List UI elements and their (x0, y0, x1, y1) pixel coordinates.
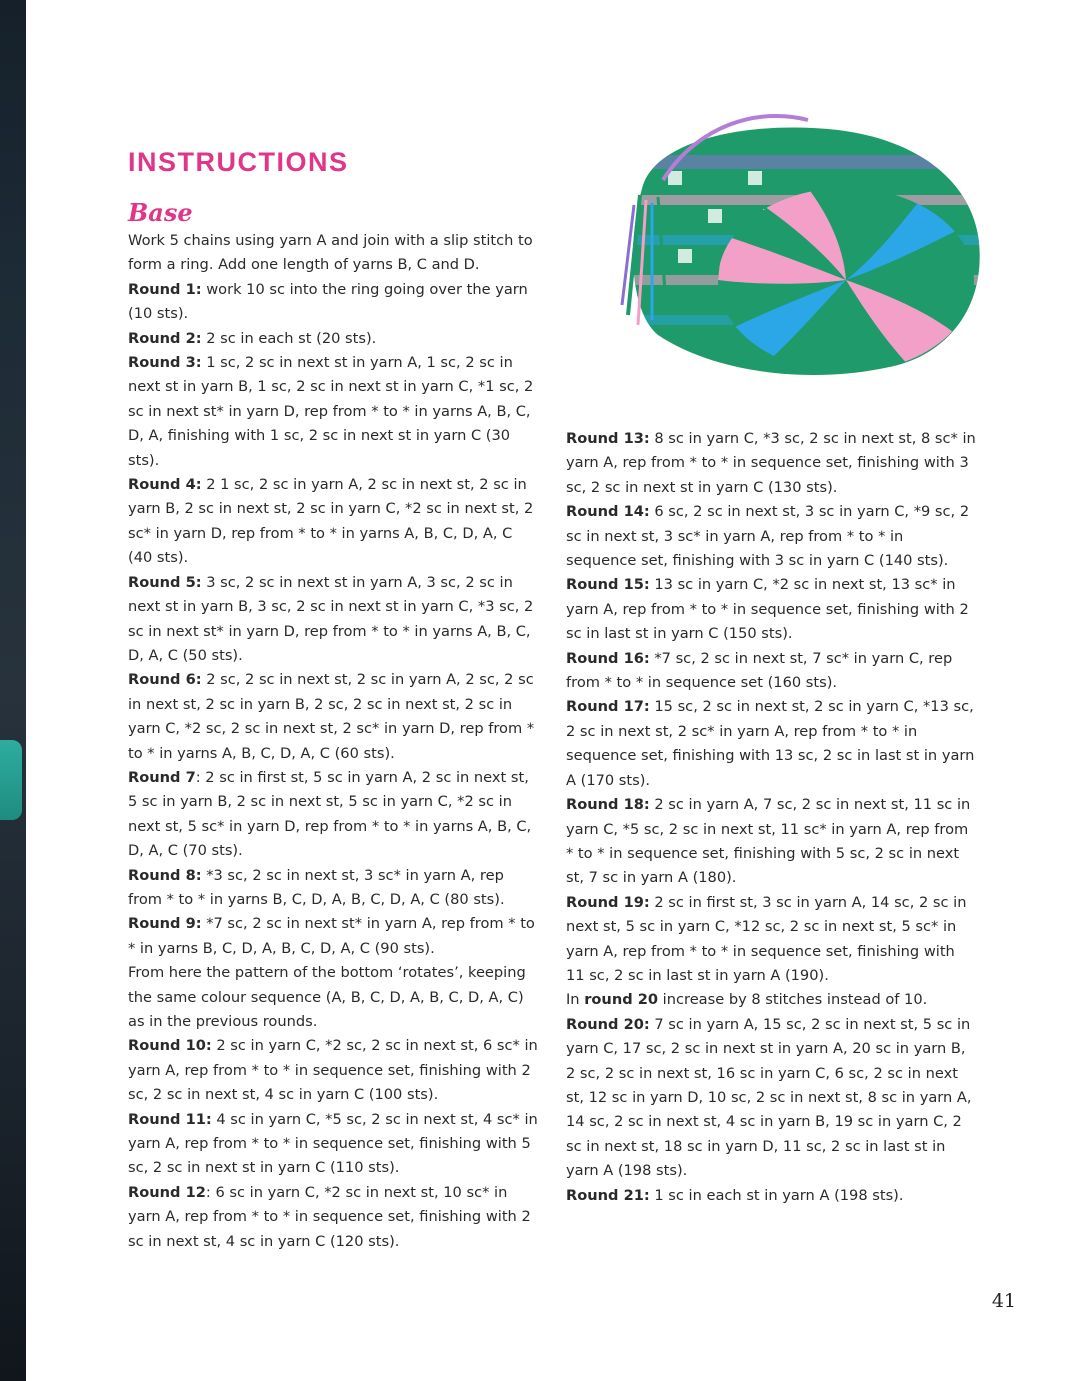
instruction-round (566, 891, 976, 989)
instruction-round (128, 327, 538, 351)
rounds-list-left (128, 278, 538, 1254)
round-text: 8 sc in yarn C, *3 sc, 2 sc in next st, 8 sc* in yarn A, rep from * to * in sequence set, finishing with 3 sc, 2 sc in next st in yarn C (130 sts). (566, 430, 976, 496)
round-text: *7 sc, 2 sc in next st, 7 sc* in yarn C, rep from * to * in sequence set (160 sts). (566, 649, 953, 692)
round-label: Round 9: (128, 915, 202, 933)
round-text: 2 sc, 2 sc in next st, 2 sc in yarn A, 2 sc, 2 sc in next st, 2 sc in yarn B, 2 sc, 2 sc in next st, 2 sc in yarn C, *2 sc, 2 sc in next st, 2 sc* in yarn D, rep from * to * in yarns A, B, C, D, A, C (60 sts). (128, 671, 535, 762)
round-label: Round 21: (566, 1186, 650, 1204)
instruction-round (566, 1184, 976, 1208)
round-label: Round 6: (128, 671, 202, 689)
round-text: 15 sc, 2 sc in next st, 2 sc in yarn C, *13 sc, 2 sc in next st, 2 sc* in yarn A, rep from * to * in sequence set, finishing with 13 sc, 2 sc in last st in yarn A (170 sts). (566, 698, 975, 789)
instruction-round (566, 695, 976, 793)
left-edge-photo-strip (0, 0, 26, 1381)
round-label: Round 1: (128, 280, 202, 298)
round-label: Round 19: (566, 893, 650, 911)
instruction-round (566, 1013, 976, 1184)
round-text: : 2 sc in first st, 5 sc in yarn A, 2 sc in next st, 5 sc in yarn B, 2 sc in next st, 5 sc in yarn C, *2 sc in next st, 5 sc* in yarn D, rep from * to * in yarns A, B, C, D, A, C (70 sts). (128, 768, 532, 860)
instruction-round (128, 351, 538, 473)
round-text: 13 sc in yarn C, *2 sc in next st, 13 sc* in yarn A, rep from * to * in sequence set, finishing with 2 sc in last st in yarn C (150 sts). (566, 576, 969, 643)
round-label: Round 12 (128, 1183, 206, 1201)
instruction-round (128, 912, 538, 961)
round-text: 7 sc in yarn A, 15 sc, 2 sc in next st, 5 sc in yarn C, 17 sc, 2 sc in next st in yarn A, 20 sc in yarn B, 2 sc, 2 sc in next st, 16 sc in yarn C, 6 sc, 2 sc in next st, 12 sc in yarn D, 10 sc, 2 sc in next st, 8 sc in yarn A, 14 sc, 2 sc in next st, 4 sc in yarn B, 19 sc in yarn C, 2 sc in next st, 18 sc in yarn D, 11 sc, 2 sc in last st in yarn A (198 sts). (566, 1015, 972, 1180)
round-text: 2 sc in yarn C, *2 sc, 2 sc in next st, 6 sc* in yarn A, rep from * to * in sequence set, finishing with 2 sc, 2 sc in next st, 4 sc in yarn C (100 sts). (128, 1037, 538, 1104)
page-number: 41 (991, 1290, 1016, 1312)
instruction-round (128, 473, 538, 571)
instruction-round (566, 647, 976, 696)
round-text: 2 sc in each st (20 sts). (201, 329, 377, 347)
round-label: Round 2: (128, 329, 202, 347)
round-label: Round 15: (566, 576, 650, 594)
round-text: 1 sc in each st in yarn A (198 sts). (649, 1186, 904, 1204)
round-label: Round 5: (128, 573, 202, 591)
instruction-round (128, 668, 538, 766)
yarn-tassel-fragment (0, 740, 22, 820)
instruction-round (128, 571, 538, 669)
instruction-round (128, 864, 538, 913)
intro-paragraph: Work 5 chains using yarn A and join with a slip stitch to form a ring. Add one length of yarns B, C and D. (128, 232, 533, 274)
round-label: Round 11: (128, 1110, 212, 1128)
rounds-list-right (566, 427, 976, 988)
round-text: 2 sc in first st, 3 sc in yarn A, 14 sc, 2 sc in next st, 5 sc in yarn C, *12 sc, 2 sc in next st, 5 sc* in yarn A, rep from * to * in sequence set, finishing with 11 sc, 2 sc in last st in yarn A (190). (566, 893, 967, 984)
round-text: 3 sc, 2 sc in next st in yarn A, 3 sc, 2 sc in next st in yarn B, 3 sc, 2 sc in next st in yarn C, *3 sc, 2 sc in next st* in yarn D, rep from * to * in yarns A, B, C, D, A, C (50 sts). (128, 573, 534, 664)
round-text: 4 sc in yarn C, *5 sc, 2 sc in next st, 4 sc* in yarn A, rep from * to * in sequence set, finishing with 5 sc, 2 sc in next st in yarn C (110 sts). (128, 1110, 538, 1177)
instruction-round (128, 1034, 538, 1107)
instruction-round (566, 427, 976, 500)
round-label: Round 13: (566, 430, 650, 447)
instruction-round (128, 1181, 538, 1254)
bag-photo (548, 85, 1023, 420)
round-label: Round 3: (128, 354, 202, 372)
round-text: *7 sc, 2 sc in next st* in yarn A, rep from * to * in yarns B, C, D, A, B, C, D, A, C (90 sts). (128, 915, 535, 957)
round-label: Round 7 (128, 768, 196, 786)
round-text: From here the pattern of the bottom ‘rotates’, keeping the same colour sequence (A, B, C, D, A, B, C, D, A, C) as in the previous rounds. (128, 964, 526, 1030)
right-column (566, 427, 976, 1208)
round-text: 2 sc in yarn A, 7 sc, 2 sc in next st, 11 sc in yarn C, *5 sc, 2 sc in next st, 11 sc* in yarn A, rep from * to * in sequence set, finishing with 5 sc, 2 sc in next st, 7 sc in yarn A (180). (566, 796, 971, 887)
round-text: 6 sc, 2 sc in next st, 3 sc in yarn C, *9 sc, 2 sc in next st, 3 sc* in yarn A, rep from * to * in sequence set, finishing with 3 sc in yarn C (140 sts). (566, 503, 970, 570)
round-label: Round 10: (128, 1037, 212, 1055)
page-title: INSTRUCTIONS (128, 147, 349, 177)
left-column (128, 145, 538, 1254)
round-label: Round 17: (566, 698, 650, 716)
instruction-round (566, 500, 976, 573)
note-prefix: In (566, 991, 585, 1009)
instruction-round (128, 1108, 538, 1181)
instruction-round (566, 793, 976, 891)
round-label: Round 20: (566, 1015, 650, 1033)
round-label: Round 4: (128, 476, 202, 494)
round-text: 2 1 sc, 2 sc in yarn A, 2 sc in next st, 2 sc in yarn B, 2 sc in next st, 2 sc in yarn C, *2 sc in next st, 2 sc* in yarn D, rep from * to * in yarns A, B, C, D, A, C (40 sts). (128, 476, 534, 567)
round-text: 1 sc, 2 sc in next st in yarn A, 1 sc, 2 sc in next st in yarn B, 1 sc, 2 sc in next st in yarn C, *1 sc, 2 sc in next st* in yarn D, rep from * to * in yarns A, B, C, D, A, finishing with 1 sc, 2 sc in next st in yarn C (30 sts). (128, 354, 534, 469)
round-text: work 10 sc into the ring going over the yarn (10 sts). (128, 280, 528, 323)
instruction-round (128, 766, 538, 864)
section-subheading: Base (128, 198, 193, 227)
round-label: Round 16: (566, 649, 650, 667)
round20-note (566, 988, 976, 1012)
instruction-round (128, 961, 538, 1034)
rounds-list-right-end (566, 1013, 976, 1208)
round-label: Round 18: (566, 796, 650, 814)
round-label: Round 8: (128, 866, 202, 884)
round-label: Round 14: (566, 503, 650, 521)
instruction-round (128, 278, 538, 327)
round-text: : 6 sc in yarn C, *2 sc in next st, 10 sc* in yarn A, rep from * to * in sequence set, finishing with 2 sc in next st, 4 sc in yarn C (120 sts). (128, 1183, 531, 1250)
note-bold: round 20 (584, 991, 659, 1009)
round-text: *3 sc, 2 sc in next st, 3 sc* in yarn A, rep from * to * in yarns B, C, D, A, B, C, D, A, C (80 sts). (128, 866, 505, 908)
instruction-round (566, 573, 976, 646)
note-suffix: increase by 8 stitches instead of 10. (658, 991, 928, 1009)
